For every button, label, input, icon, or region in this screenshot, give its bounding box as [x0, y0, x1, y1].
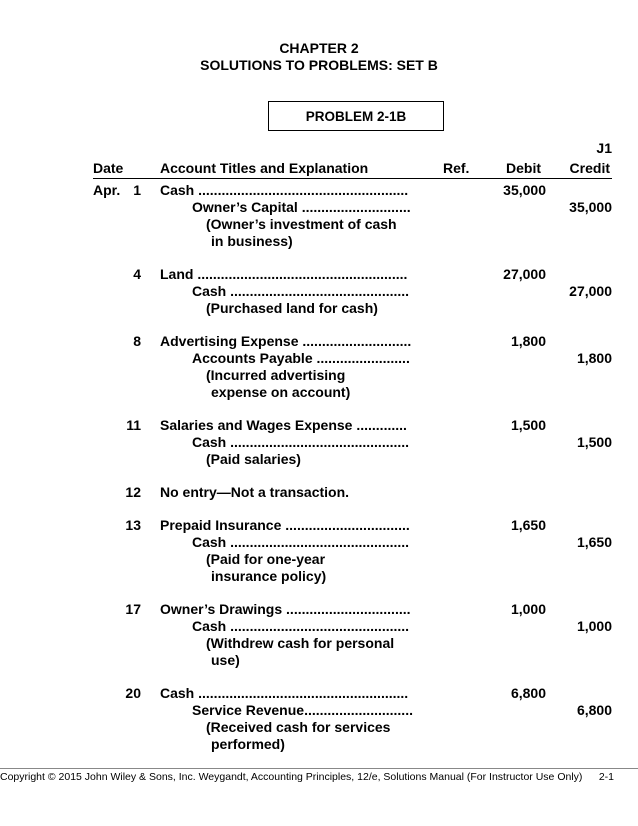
- entry-debit-line: [93, 601, 612, 618]
- entry-credit-amount: 1,500: [576, 434, 612, 450]
- header-debit: Debit: [506, 160, 541, 176]
- entry-debit-account: Cash ......................................................: [160, 685, 409, 701]
- entry-credit-line: [93, 199, 612, 216]
- entry-credit-line: [93, 350, 612, 367]
- journal-entry: [93, 685, 612, 753]
- entry-explanation-line: [93, 384, 612, 401]
- entry-credit-account: Cash ..............................................: [192, 534, 410, 550]
- entry-explanation-line: [93, 719, 612, 736]
- entry-debit-account: Land ......................................................: [160, 266, 408, 282]
- entry-date: 11: [126, 417, 141, 433]
- footer-copyright: Copyright © 2015 John Wiley & Sons, Inc. Weygandt, Accounting Principles, 12/e, Solutions Manual (For Instructor Use Only): [0, 771, 583, 783]
- journal-entry: [93, 333, 612, 401]
- journal-reference: J1: [596, 140, 612, 156]
- entry-credit-account: Owner’s Capital ............................: [192, 199, 411, 215]
- journal-entry: [93, 601, 612, 669]
- entry-debit-account: Owner’s Drawings ................................: [160, 601, 411, 617]
- entry-debit-account: Prepaid Insurance ................................: [160, 517, 410, 533]
- entry-date: 4: [133, 266, 141, 282]
- entry-explanation: (Withdrew cash for personal: [206, 635, 395, 651]
- entry-credit-amount: 6,800: [576, 702, 612, 718]
- entry-explanation: (Incurred advertising: [206, 367, 346, 383]
- entry-credit-account: Accounts Payable ........................: [192, 350, 410, 366]
- entry-credit-account: Service Revenue............................: [192, 702, 413, 718]
- table-header: [93, 158, 612, 179]
- header-ref: Ref.: [443, 160, 470, 176]
- entry-explanation: in business): [211, 233, 293, 249]
- entry-explanation: (Purchased land for cash): [206, 300, 378, 316]
- entry-debit-line: [93, 484, 612, 501]
- header-account: Account Titles and Explanation: [160, 160, 369, 176]
- entry-explanation-line: [93, 568, 612, 585]
- entry-explanation: (Paid salaries): [206, 451, 301, 467]
- entry-credit-amount: 1,650: [576, 534, 612, 550]
- entry-date: 13: [125, 517, 141, 533]
- section-title: SOLUTIONS TO PROBLEMS: SET B: [200, 57, 438, 73]
- entry-explanation: use): [211, 652, 240, 668]
- entry-credit-line: [93, 283, 612, 300]
- entry-debit-account: Advertising Expense ............................: [160, 333, 412, 349]
- entry-debit-account: Salaries and Wages Expense .............: [160, 417, 407, 433]
- journal-entry: [93, 517, 612, 585]
- journal-entry: [93, 484, 612, 501]
- problem-label-box: [268, 101, 444, 131]
- entry-credit-account: Cash ..............................................: [192, 618, 410, 634]
- header-date: Date: [93, 160, 124, 176]
- entry-debit-amount: 1,500: [510, 417, 546, 433]
- header-credit: Credit: [569, 160, 610, 176]
- entry-explanation-line: [93, 300, 612, 317]
- entry-date: 8: [133, 333, 141, 349]
- entry-credit-line: [93, 534, 612, 551]
- entry-debit-amount: 6,800: [510, 685, 546, 701]
- entry-debit-amount: 35,000: [503, 182, 546, 198]
- entry-explanation: performed): [211, 736, 285, 752]
- entry-credit-account: Cash ..............................................: [192, 434, 410, 450]
- entry-debit-account: Cash ......................................................: [160, 182, 409, 198]
- entry-explanation: (Owner’s investment of cash: [206, 216, 397, 232]
- journal-entry: [93, 182, 612, 250]
- journal-entries: [93, 182, 612, 769]
- entry-debit-amount: 1,000: [510, 601, 546, 617]
- entry-explanation-line: [93, 233, 612, 250]
- entry-credit-line: [93, 434, 612, 451]
- chapter-title: CHAPTER 2: [279, 40, 359, 56]
- entry-debit-line: [93, 182, 612, 199]
- page-footer: [0, 768, 638, 783]
- entry-credit-account: Cash ..............................................: [192, 283, 410, 299]
- entry-debit-line: [93, 685, 612, 702]
- entry-explanation-line: [93, 652, 612, 669]
- entry-explanation: expense on account): [211, 384, 351, 400]
- entry-explanation: insurance policy): [211, 568, 327, 584]
- entry-date: 17: [125, 601, 141, 617]
- entry-explanation: (Received cash for services: [206, 719, 391, 735]
- entry-debit-amount: 1,800: [510, 333, 546, 349]
- entry-credit-amount: 35,000: [569, 199, 612, 215]
- entry-explanation-line: [93, 635, 612, 652]
- entry-credit-line: [93, 702, 612, 719]
- entry-debit-account: No entry—Not a transaction.: [160, 484, 350, 500]
- entry-debit-line: [93, 266, 612, 283]
- entry-date: 20: [125, 685, 141, 701]
- entry-debit-amount: 1,650: [510, 517, 546, 533]
- problem-label: PROBLEM 2-1B: [305, 108, 407, 124]
- entry-explanation: (Paid for one-year: [206, 551, 326, 567]
- entry-explanation-line: [93, 551, 612, 568]
- entry-credit-amount: 27,000: [569, 283, 612, 299]
- entry-debit-line: [93, 417, 612, 434]
- entry-credit-amount: 1,800: [576, 350, 612, 366]
- entry-date: 1: [133, 182, 141, 198]
- entry-explanation-line: [93, 736, 612, 753]
- footer-page-number: 2-1: [598, 771, 614, 783]
- journal-entry: [93, 266, 612, 317]
- entry-explanation-line: [93, 367, 612, 384]
- entry-month: Apr.: [93, 182, 121, 198]
- entry-debit-line: [93, 333, 612, 350]
- entry-explanation-line: [93, 216, 612, 233]
- entry-credit-amount: 1,000: [576, 618, 612, 634]
- entry-credit-line: [93, 618, 612, 635]
- entry-date: 12: [125, 484, 141, 500]
- journal-entry: [93, 417, 612, 468]
- entry-explanation-line: [93, 451, 612, 468]
- entry-debit-amount: 27,000: [503, 266, 546, 282]
- entry-debit-line: [93, 517, 612, 534]
